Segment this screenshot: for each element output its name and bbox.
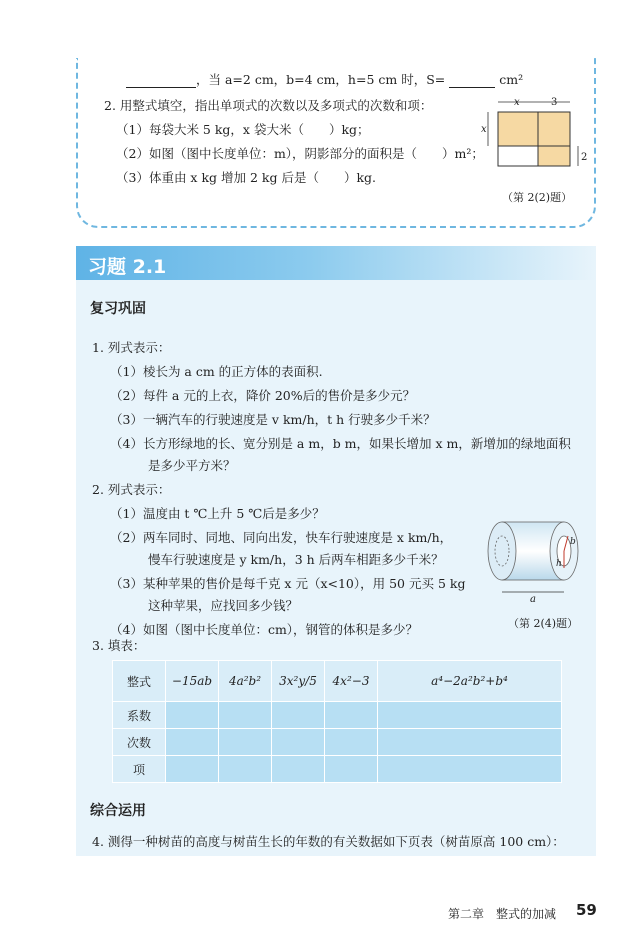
- table-cell[interactable]: [325, 729, 378, 756]
- table-cell[interactable]: [272, 702, 325, 729]
- table-header-cell: 4x²−3: [325, 661, 378, 702]
- problem-1-2: （2）每件 a 元的上衣，降价 20%后的售价是多少元？: [110, 388, 416, 403]
- problem-2-1: （1）温度由 t ℃上升 5 ℃后是多少？: [110, 506, 325, 521]
- table-row-label: 项: [113, 756, 166, 783]
- dim-2: 2: [581, 152, 588, 163]
- table-row-label: 系数: [113, 702, 166, 729]
- problem-2: 2. 列式表示：: [92, 482, 171, 497]
- table-cell[interactable]: [219, 756, 272, 783]
- q1-unit: cm²: [499, 72, 524, 87]
- table-cell[interactable]: [166, 756, 219, 783]
- problem-1-4a: （4）长方形绿地的长、宽分别是 a m，b m，如果长增加 x m，新增加的绿地面积: [110, 436, 571, 451]
- shaded-region: [498, 112, 538, 146]
- table-cell[interactable]: [325, 756, 378, 783]
- exercise-title: 习题 2.1: [88, 256, 167, 278]
- table-header-cell: a⁴−2a²b²+b⁴: [378, 661, 562, 702]
- chapter-footer: 第二章 整式的加减: [448, 907, 557, 921]
- question-2-3: （3）体重由 x kg 增加 2 kg 后是（ ）kg.: [116, 170, 376, 185]
- problem-2-3b: 这种苹果，应找回多少钱？: [148, 598, 299, 613]
- table-row-label: 次数: [113, 729, 166, 756]
- table-cell[interactable]: [378, 756, 562, 783]
- figure-caption: （第 2(2)题）: [502, 191, 573, 204]
- pipe-label-a: a: [530, 594, 536, 605]
- problem-2-4: （4）如图（图中长度单位：cm），钢管的体积是多少？: [110, 622, 419, 637]
- question-2-1: （1）每袋大米 5 kg，x 袋大米（ ）kg；: [116, 122, 370, 137]
- area-figure: [478, 92, 590, 184]
- problem-1-3: （3）一辆汽车的行驶速度是 v km/h，t h 行驶多少千米？: [110, 412, 436, 427]
- table-cell[interactable]: [272, 756, 325, 783]
- dim-x-top: x: [514, 97, 520, 108]
- problem-1-1: （1）棱长为 a cm 的正方体的表面积.: [110, 364, 323, 379]
- section-review: 复习巩固: [90, 301, 146, 317]
- problem-3: 3. 填表：: [92, 638, 146, 653]
- problem-2-2b: 慢车行驶速度是 y km/h，3 h 后两车相距多少千米？: [148, 552, 444, 567]
- table-header-row: [113, 661, 562, 702]
- table-row: [113, 729, 562, 756]
- q1-text: ，当 a=2 cm，b=4 cm，h=5 cm 时，S=: [196, 72, 446, 87]
- table-row: [113, 756, 562, 783]
- pipe-label-b: b: [570, 537, 576, 547]
- dim-x-left: x: [481, 124, 487, 135]
- problem-2-3a: （3）某种苹果的售价是每千克 x 元（x<10），用 50 元买 5 kg: [110, 576, 466, 591]
- steel-pipe-figure: [484, 516, 592, 608]
- table-cell[interactable]: [219, 702, 272, 729]
- problem-1: 1. 列式表示：: [92, 340, 171, 355]
- table-cell[interactable]: [325, 702, 378, 729]
- table-cell[interactable]: [378, 729, 562, 756]
- pipe-caption: （第 2(4)题）: [508, 617, 579, 630]
- dim-3: 3: [551, 97, 558, 108]
- table-cell[interactable]: [166, 729, 219, 756]
- answer-blank: [126, 75, 196, 88]
- table-cell[interactable]: [166, 702, 219, 729]
- unshaded-region: [498, 146, 538, 166]
- problem-1-4b: 是多少平方米？: [148, 458, 236, 473]
- question-2: 2. 用整式填空，指出单项式的次数以及多项式的次数和项：: [104, 98, 433, 113]
- shaded-region: [538, 112, 570, 146]
- table-cell[interactable]: [378, 702, 562, 729]
- table-cell[interactable]: [272, 729, 325, 756]
- page-number: 59: [576, 901, 597, 919]
- question-2-2: （2）如图（图中长度单位：m），阴影部分的面积是（ ）m²；: [116, 146, 484, 161]
- fill-table: [112, 660, 562, 783]
- q1-line: [126, 72, 523, 88]
- section-applied: 综合运用: [90, 803, 146, 819]
- table-header-cell: 3x²y/5: [272, 661, 325, 702]
- table-header-cell: 整式: [113, 661, 166, 702]
- table-header-cell: −15ab: [166, 661, 219, 702]
- problem-4: 4. 测得一种树苗的高度与树苗生长的年数的有关数据如下页表（树苗原高 100 cm）：: [92, 834, 565, 849]
- shaded-region: [538, 146, 570, 166]
- problem-2-2a: （2）两车同时、同地、同向出发，快车行驶速度是 x km/h，: [110, 530, 453, 545]
- pipe-label-h: h: [556, 559, 562, 569]
- pipe-left-end: [488, 522, 516, 580]
- answer-blank: [449, 75, 495, 88]
- table-cell[interactable]: [219, 729, 272, 756]
- table-row: [113, 702, 562, 729]
- table-header-cell: 4a²b²: [219, 661, 272, 702]
